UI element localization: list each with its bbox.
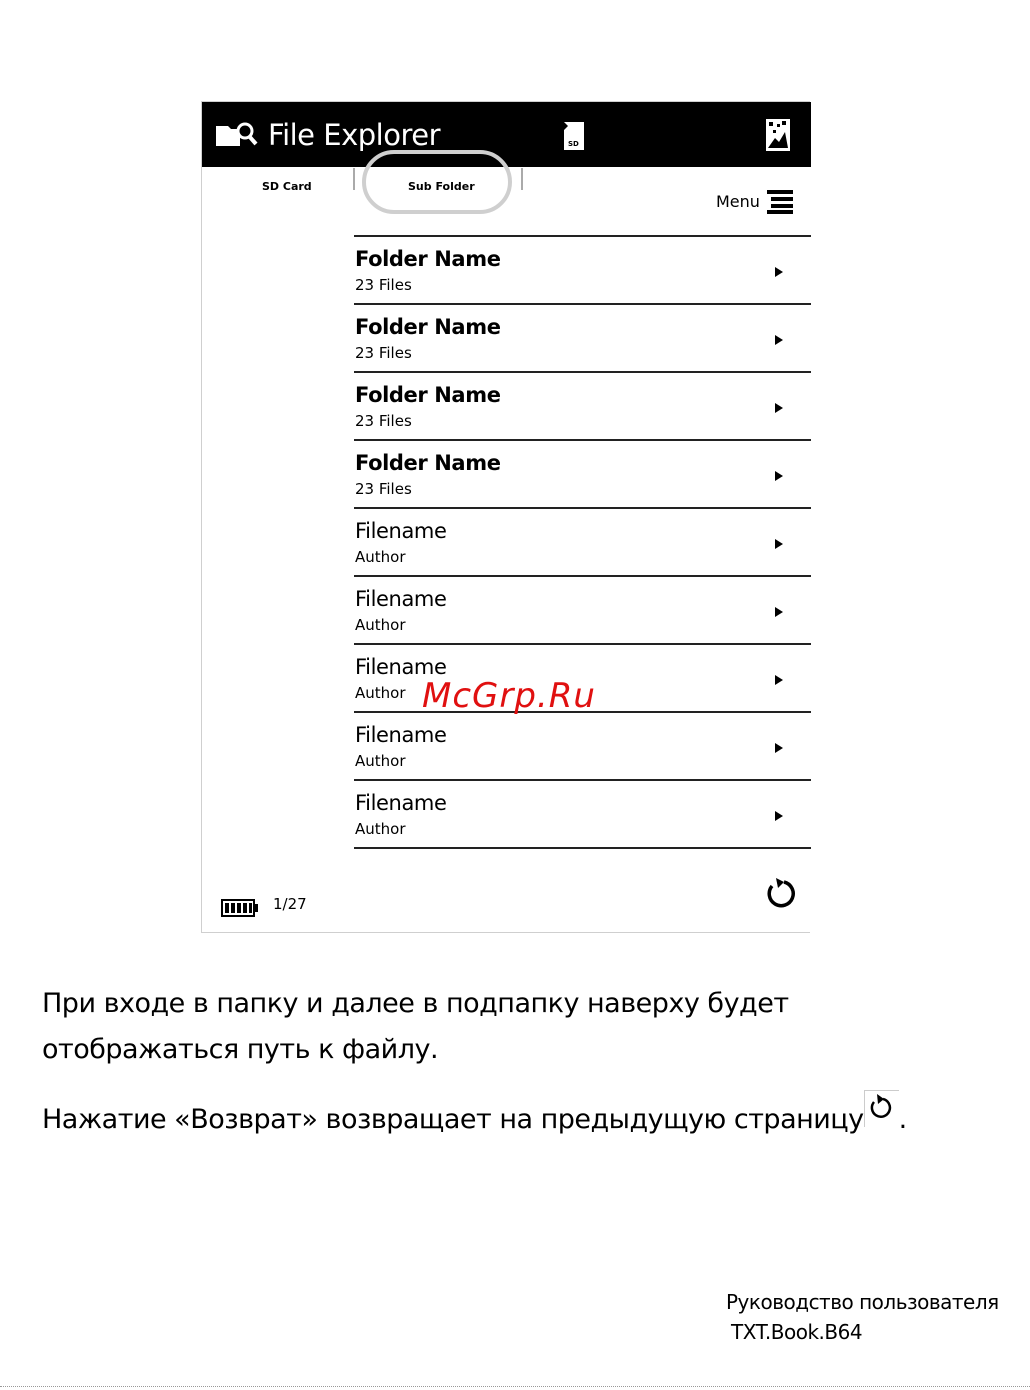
file-list (354, 235, 811, 849)
hamburger-icon[interactable] (767, 188, 793, 218)
row-subtitle: 23 Files (355, 276, 412, 294)
chevron-right-icon[interactable] (774, 399, 784, 418)
chevron-right-icon[interactable] (774, 467, 784, 486)
footer-title: Руководство пользователя (726, 1290, 999, 1314)
file-row[interactable] (354, 507, 811, 575)
breadcrumb-root[interactable]: SD Card (262, 180, 312, 193)
row-subtitle: 23 Files (355, 480, 412, 498)
row-subtitle: Author (355, 616, 406, 634)
top-bar (202, 102, 811, 167)
chevron-right-icon[interactable] (774, 807, 784, 826)
row-subtitle: 23 Files (355, 344, 412, 362)
page-indicator: 1/27 (273, 895, 307, 913)
folder-row[interactable] (354, 303, 811, 371)
file-row[interactable] (354, 711, 811, 779)
device-screen (201, 101, 810, 933)
chevron-right-icon[interactable] (774, 263, 784, 282)
folder-search-icon[interactable] (214, 120, 258, 154)
folder-row[interactable] (354, 235, 811, 303)
page-bottom-divider (0, 1386, 1030, 1387)
doc-paragraph-end: . (898, 1104, 907, 1135)
chevron-right-icon[interactable] (774, 739, 784, 758)
breadcrumb-current[interactable]: Sub Folder (408, 180, 475, 193)
doc-paragraph-line: отображаться путь к файлу. (42, 1034, 439, 1065)
image-icon[interactable] (765, 118, 791, 156)
doc-paragraph-text: Нажатие «Возврат» возвращает на предыдущую страницу (42, 1104, 864, 1135)
row-title: Filename (355, 519, 447, 543)
row-subtitle: Author (355, 820, 406, 838)
breadcrumb-separator (521, 168, 523, 190)
svg-text:SD: SD (568, 140, 579, 148)
row-subtitle: Author (355, 752, 406, 770)
row-title: Folder Name (355, 315, 501, 339)
menu-button-label[interactable]: Menu (716, 192, 760, 211)
row-title: Filename (355, 655, 447, 679)
folder-row[interactable] (354, 439, 811, 507)
sd-card-icon[interactable] (562, 122, 586, 156)
row-title: Filename (355, 587, 447, 611)
row-title: Folder Name (355, 383, 501, 407)
row-title: Folder Name (355, 451, 501, 475)
chevron-right-icon[interactable] (774, 331, 784, 350)
chevron-right-icon[interactable] (774, 535, 784, 554)
chevron-right-icon[interactable] (774, 603, 784, 622)
breadcrumb-separator (353, 168, 355, 190)
doc-paragraph-line: При входе в папку и далее в подпапку наверху будет (42, 988, 789, 1019)
back-icon (864, 1090, 899, 1127)
row-title: Filename (355, 723, 447, 747)
folder-row[interactable] (354, 371, 811, 439)
app-title: File Explorer (268, 118, 440, 152)
row-subtitle: Author (355, 684, 406, 702)
doc-paragraph (42, 1104, 907, 1135)
footer-model: TXT.Book.B64 (731, 1320, 863, 1344)
row-subtitle: 23 Files (355, 412, 412, 430)
back-icon[interactable] (762, 876, 798, 916)
watermark: McGrp.Ru (422, 676, 596, 716)
battery-icon (221, 899, 259, 921)
file-row[interactable] (354, 575, 811, 643)
row-subtitle: Author (355, 548, 406, 566)
file-row[interactable] (354, 779, 811, 849)
chevron-right-icon[interactable] (774, 671, 784, 690)
row-title: Folder Name (355, 247, 501, 271)
row-title: Filename (355, 791, 447, 815)
